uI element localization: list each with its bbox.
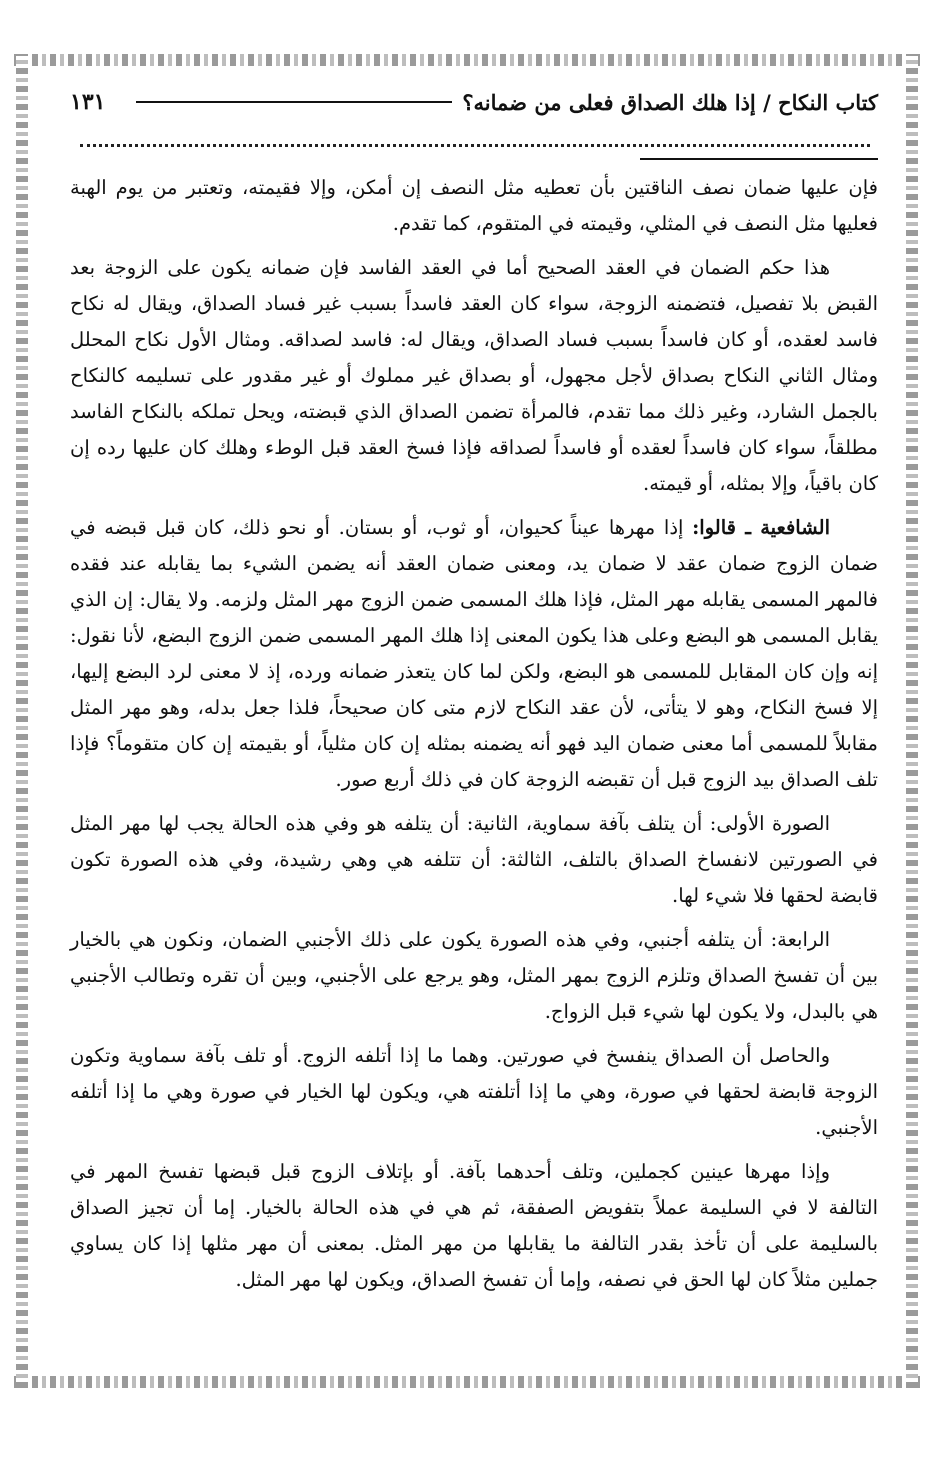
page-border-right: [906, 54, 918, 1388]
page-border-left: [16, 54, 28, 1388]
paragraph-1: فإن عليها ضمان نصف الناقتين بأن تعطيه مثل النصف إن أمكن، وإلا فقيمته، وتعتبر من يوم الهبة فعليها مثل النصف في المثلي، وقيمته في المتقوم، كما تقدم.: [70, 176, 878, 235]
page-body: [70, 170, 878, 1306]
shafii-heading: الشافعية ـ قالوا:: [692, 516, 830, 539]
paragraph-6: والحاصل أن الصداق ينفسخ في صورتين. وهما ما إذا أتلفه الزوج. أو تلف بآفة سماوية وتكون الزوجة قابضة لحقها في صورة، وهي ما إذا أتلفته هي، ويكون لها الخيار في صورة وهي ما إذا أتلفه الأجنبي.: [70, 1044, 878, 1139]
paragraph-2: هذا حكم الضمان في العقد الصحيح أما في العقد الفاسد فإن ضمانه يكون على الزوجة بعد القبض بلا تفصيل، فتضمنه الزوجة، سواء كان العقد فاسداً بسبب غير فساد الصداق، ويقال له نكاح فاسد لعقده، أو كان فاسداً بسبب فساد الصداق، ويقال له: فاسد لصداقه. ومثال الأول نكاح المحلل ومثال الثاني النكاح بصداق لأجل مجهول، أو بصداق غير مملوك أو غير مقدور على تسليمه كالنكاح بالجمل الشارد، وغير ذلك مما تقدم، فالمرأة تضمن الصداق الذي قبضته، ويحل تملكه بالنكاح الفاسد مطلقاً، سواء كان فاسداً لعقده أو فاسداً لصداقه فإذا فسخ العقد قبل الوطء وهلك كان عليها رده إن كان باقياً، وإلا بمثله، أو قيمته.: [70, 256, 878, 495]
header-rule: [136, 101, 452, 103]
header-dotted-divider: [80, 144, 870, 153]
header-underline: [640, 158, 878, 160]
paragraph-4: الصورة الأولى: أن يتلف بآفة سماوية، الثانية: أن يتلفه هو وفي هذه الحالة يجب لها مهر المثل في الصورتين لانفساخ الصداق بالتلف، الثالثة: أن تتلفه هي وهي رشيدة، وفي هذه الصورة تكون قابضة لحقها فلا شيء لها.: [70, 812, 878, 907]
paragraph-7: وإذا مهرها عينين كجملين، وتلف أحدهما بآفة. أو بإتلاف الزوج قبل قبضها تفسخ المهر في التالفة لا في السليمة عملاً بتفويض الصفقة، ثم هي في هذه الحالة بالخيار. إما أن تجيز الصداق بالسليمة على أن تأخذ بقدر التالفة ما يقابلها من مهر المثل. بمعنى أن مهر مثلها إذا كان يساوي جملين مثلاً كان لها الحق في نصفه، وإما أن تفسخ الصداق، ويكون لها مهر المثل.: [70, 1160, 878, 1291]
running-title: كتاب النكاح / إذا هلك الصداق فعلى من ضمانه؟: [462, 89, 878, 115]
page-border-top: [14, 54, 920, 66]
page-border-bottom: [14, 1376, 920, 1388]
paragraph-3-text: إذا مهرها عيناً كحيوان، أو ثوب، أو بستان. أو نحو ذلك، كان قبل قبضه في ضمان الزوج ضمان عقد لا ضمان يد، ومعنى ضمان العقد أنه يضمن الشيء بما يقابله عند فقده فالمهر المسمى يقابله مهر المثل، فإذا هلك المسمى ضمن الزوج مهر المثل ولزمه. ولا يقال: إن الذي يقابل المسمى هو البضع وعلى هذا يكون المعنى إذا هلك المهر المسمى ضمن الزوج البضع، لأنا نقول: إنه وإن كان المقابل للمسمى هو البضع، ولكن لما كان يتعذر ضمانه ورده، إذ لا معنى لرد البضع إليها، إلا فسخ النكاح، وهو لا يتأتى، لأن عقد النكاح لازم متى كان صحيحاً، فلذا جعل بدله، وهو مهر المثل مقابلاً للمسمى أما معنى ضمان اليد فهو أنه يضمنه بمثله إن كان مثلياً، أو بقيمته إن كان متقوماً؟ فإذا تلف الصداق بيد الزوج قبل أن تقبضه الزوجة كان في ذلك أربع صور.: [70, 516, 878, 791]
page-number: ١٣١: [70, 89, 106, 115]
paragraph-5: الرابعة: أن يتلفه أجنبي، وفي هذه الصورة يكون على ذلك الأجنبي الضمان، ونكون هي بالخيار بين أن تفسخ الصداق وتلزم الزوج بمهر المثل، وهو يرجع على الأجنبي، وبين أن تقره وتطالب الأجنبي هي بالبدل، ولا يكون لها شيء قبل الزواج.: [70, 928, 878, 1023]
paragraph-3: [70, 510, 878, 798]
page-header: [70, 82, 878, 122]
